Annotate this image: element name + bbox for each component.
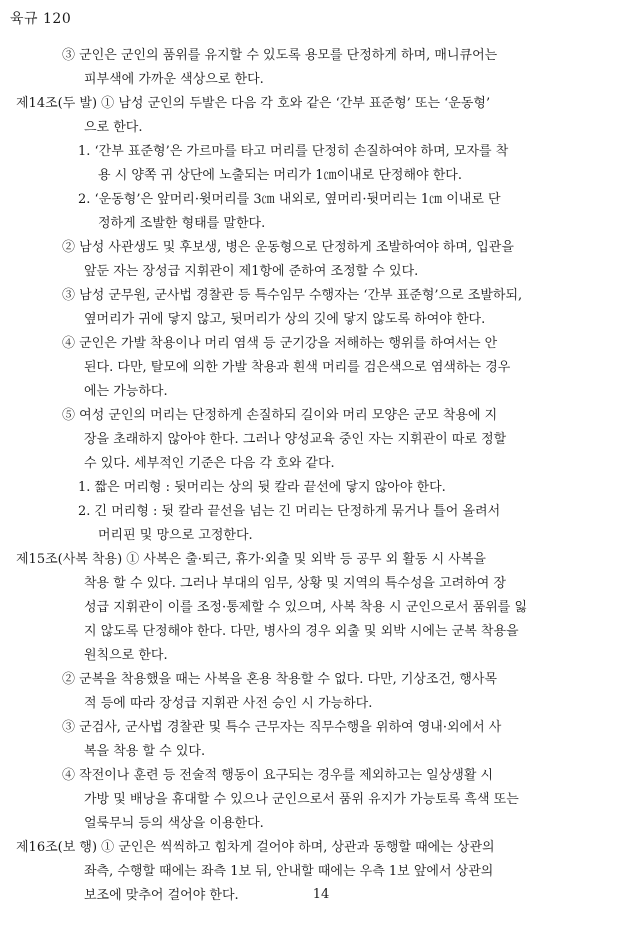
paragraph-line: ③ 군검사, 군사법 경찰관 및 특수 근무자는 직무수행을 위하여 영내·외에서 사 (62, 720, 502, 735)
paragraph-line: 수 있다. 세부적인 기준은 다음 각 호와 같다. (84, 456, 335, 471)
list-item: 2. ‘운동형’은 앞머리·윗머리를 3㎝ 내외로, 옆머리·뒷머리는 1㎝ 이내로 단 (78, 192, 501, 207)
paragraph-line: ③ 남성 군무원, 군사법 경찰관 등 특수임무 수행자는 ‘간부 표준형’으로 조발하되, (62, 288, 523, 303)
paragraph-line: 장을 초래하지 않아야 한다. 그러나 양성교육 중인 자는 지휘관이 따로 정할 (84, 432, 507, 447)
paragraph-line: 머리핀 및 망으로 고정한다. (98, 528, 253, 543)
paragraph-line: 성급 지휘관이 이를 조정·통제할 수 있으며, 사복 착용 시 군인으로서 품위를 잃 (84, 600, 528, 615)
paragraph-line: 원칙으로 한다. (84, 648, 168, 663)
paragraph-line: 된다. 다만, 탈모에 의한 가발 착용과 흰색 머리를 검은색으로 염색하는 경우 (84, 360, 511, 375)
paragraph-line: 적 등에 따라 장성급 지휘관 사전 승인 시 가능하다. (84, 696, 373, 711)
article-16-heading: 제16조(보 행) ① 군인은 씩씩하고 힘차게 걸어야 하며, 상관과 동행할 때에는 상관의 (16, 840, 495, 855)
paragraph-line: 좌측, 수행할 때에는 좌측 1보 뒤, 안내할 때에는 우측 1보 앞에서 상관의 (84, 864, 494, 879)
paragraph-line: ③ 군인은 군인의 품위를 유지할 수 있도록 용모를 단정하게 하며, 매니큐어는 (62, 48, 498, 63)
paragraph-line: ⑤ 여성 군인의 머리는 단정하게 손질하되 길이와 머리 모양은 군모 착용에 지 (62, 408, 498, 423)
list-item: 2. 긴 머리형 : 뒷 칼라 끝선을 넘는 긴 머리는 단정하게 묶거나 틀어 올려서 (78, 504, 501, 519)
paragraph-line: 보조에 맞추어 걸어야 한다. (84, 888, 239, 903)
paragraph-line: 착용 할 수 있다. 그러나 부대의 임무, 상황 및 지역의 특수성을 고려하여 장 (84, 576, 507, 591)
paragraph-line: ④ 군인은 가발 착용이나 머리 염색 등 군기강을 저해하는 행위를 하여서는 안 (62, 336, 498, 351)
paragraph-line: 옆머리가 귀에 닿지 않고, 뒷머리가 상의 깃에 닿지 않도록 하여야 한다. (84, 312, 486, 327)
paragraph-line: 용 시 양쪽 귀 상단에 노출되는 머리가 1㎝이내로 단정해야 한다. (98, 168, 462, 183)
article-15-heading: 제15조(사복 착용) ① 사복은 출·퇴근, 휴가·외출 및 외박 등 공무 외 활동 시 사복을 (16, 552, 486, 567)
paragraph-line: ② 군복을 착용했을 때는 사복을 혼용 착용할 수 없다. 다만, 기상조건, 행사목 (62, 672, 498, 687)
list-item: 1. 짧은 머리형 : 뒷머리는 상의 뒷 칼라 끝선에 닿지 않아야 한다. (78, 480, 446, 495)
paragraph-line: 으로 한다. (84, 120, 143, 135)
paragraph-line: ④ 작전이나 훈련 등 전술적 행동이 요구되는 경우를 제외하고는 일상생활 시 (62, 768, 494, 783)
paragraph-line: 앞둔 자는 장성급 지휘관이 제1항에 준하여 조정할 수 있다. (84, 264, 419, 279)
document-number: 육규 120 (10, 11, 72, 27)
paragraph-line: 얼룩무늬 등의 색상을 이용한다. (84, 816, 264, 831)
paragraph-line: ② 남성 사관생도 및 후보생, 병은 운동형으로 단정하게 조발하여야 하며, 입관을 (62, 240, 514, 255)
paragraph-line: 피부색에 가까운 색상으로 한다. (84, 72, 264, 87)
page-number: 14 (312, 887, 330, 902)
paragraph-line: 에는 가능하다. (84, 384, 168, 399)
article-14-heading: 제14조(두 발) ① 남성 군인의 두발은 다음 각 호와 같은 ‘간부 표준형’ 또는 ‘운동형’ (16, 96, 491, 111)
paragraph-line: 가방 및 배낭을 휴대할 수 있으나 군인으로서 품위 유지가 가능토록 흑색 또는 (84, 792, 519, 807)
paragraph-line: 복을 착용 할 수 있다. (84, 744, 206, 759)
paragraph-line: 지 않도록 단정해야 한다. 다만, 병사의 경우 외출 및 외박 시에는 군복 착용을 (84, 624, 519, 639)
paragraph-line: 정하게 조발한 형태를 말한다. (98, 216, 266, 231)
list-item: 1. ‘간부 표준형’은 가르마를 타고 머리를 단정히 손질하여야 하며, 모자를 착 (78, 144, 509, 159)
